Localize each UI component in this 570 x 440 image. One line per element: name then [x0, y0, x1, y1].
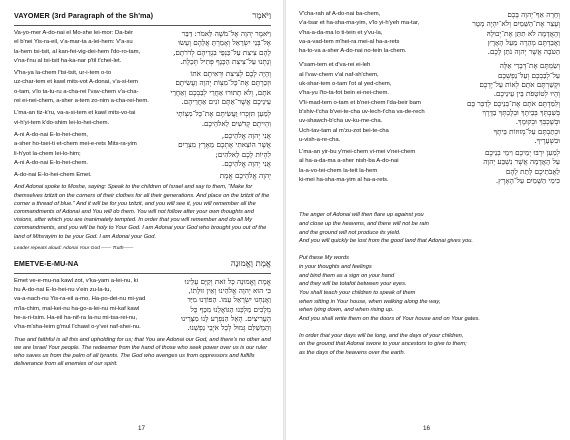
section-title: EMETVE-E-MU-NA [14, 258, 79, 268]
hebrew-line: וִהְיִיתֶם קְדֹשִׁים לֵאלֹהֵיכֶם. [201, 118, 271, 128]
english-line: and close up the heavens, and there will not be rain [299, 221, 429, 228]
english-line: and they will be totafot between your eyes. [299, 281, 407, 288]
hebrew-line: בְּשִׁבְתְּךָ בְּבֵיתֶךָ וּבְלֶכְתְּךָ בַדֶּרֶךְ [482, 107, 560, 117]
translit-line: b'shiv-t'cha b'vei-te-cha uv-lech-t'cha va-de-rech [299, 108, 425, 115]
translit-line: A-ni A-do-nai E-lo-hei-chem, [14, 131, 88, 138]
translit-line: va-a-vad-tem m'hei-ra mei-al ha-a-rets [299, 38, 400, 45]
stanza-gap [299, 324, 560, 332]
hebrew-text [135, 277, 271, 333]
hebrew-line: הֶעָרִיצִים. הָאֵל הַנִּפְרָע לָנוּ מִצָּרֵינוּ [181, 314, 271, 324]
transliteration [299, 10, 422, 56]
hebrew-line: וְהָיוּ לְטוֹטָפֹת בֵּין עֵינֵיכֶם. [493, 89, 560, 99]
stanza [14, 69, 271, 106]
transliteration [299, 61, 425, 145]
english-translation: And Adonai spoke to Moshe, saying: Speak to the children of Israel and say to them, "Make for themselves tzitzit on the corners of their clothes for all their generations. And place on the tzitzit of the corner a thread of blue." And it will be for you tzitzit, and you will see it, you will remember all the commandments of Adonai and You will do them. You will not follow after your own thoughts and visions, after which you are inanimately tempted. In order that you will remember and do all My commandments, and you will be holy to Your God. I am Adonai your God who brought you out of the land of Mitsrayim to be your God. I am Adonai your God. [14, 184, 270, 240]
hebrew-line: מְלָכִים מַלְכֵּנוּ הַגּוֹאֲלֵנוּ מִכַּף כָּל [190, 304, 271, 314]
hebrew-line: וְלִמַּדְתֶּם אֹתָם אֶת־בְּנֵיכֶם לְדַבֵּר בָּם [466, 98, 560, 108]
english-line: when sitting in Your house, when walking along the way, [299, 298, 441, 305]
hebrew-text [135, 29, 271, 66]
hebrew-line: וַיֹּאמֶר יְהוָה אֶל־מֹשֶׁה לֵּאמֹר: דַּבֵּר [181, 29, 271, 38]
hebrew-line: אֱמֶת וֶאֱמוּנָה כָּל זֹאת וְקַיָּם עָלֵינוּ [184, 276, 271, 286]
section-title: VAYOMER (3rd Paragraph of the Sh'ma) [14, 11, 154, 20]
hebrew-line: וּבְשָׁכְבְּךָ וּבְקוּמֶךָ. [515, 117, 560, 127]
hebrew-line: כִּי הוּא יְהוָה אֱלֹהֵינוּ וְאֵין זוּלָתוֹ, [188, 286, 271, 296]
hebrew-line: וּזְכַרְתֶּם אֶת־כָּל־מִצְוֹת יְהוָה וַעֲשִׂיתֶם [175, 78, 271, 88]
hebrew-text [422, 61, 560, 145]
translit-line: rei ei-nei-chem, a-sher a-tem zo-nim a-cha-rei-hem. [14, 98, 149, 105]
english-line: In order that your days will be long, and the days of your children, [299, 332, 464, 339]
hebrew-line: לְמַעַן תִּזְכְּרוּ וַעֲשִׂיתֶם אֶת־כָּל־מִצְוֹתָי [176, 109, 271, 119]
english-line: and bind them as a sign on your hand [299, 272, 395, 279]
vayomer-heading [14, 10, 271, 22]
translit-line: L'ma-an yir-bu y'mei-chem vi-mei v'nei-chem [299, 149, 416, 156]
translit-line: V'cha-rah af A-do-nai ba-chem, [299, 11, 381, 17]
english-line: in your thoughts and feelings [299, 263, 372, 270]
translit-line: A-ni A-do-nai E-lo-hei-chem. [14, 159, 88, 166]
stanza [14, 277, 271, 333]
stanza [14, 171, 271, 180]
hebrew-line: וַאֲבַדְתֶּם מְהֵרָה מֵעַל הָאָרֶץ [487, 37, 560, 47]
hebrew-line: כִּימֵי הַשָּׁמַיִם עַל־הָאָרֶץ. [495, 176, 560, 186]
transliteration [14, 131, 135, 168]
hebrew-line: וַאֲנַחְנוּ יִשְׂרָאֵל עַמּוֹ. הַפּוֹדֵנוּ מִיַּד [187, 295, 271, 305]
translit-line: uk-shar-tem o-tam l'ot al yed-chem, [299, 81, 392, 88]
hebrew-line: לָהֶם צִיצִת עַל־כַּנְפֵי בִגְדֵיהֶם לְדֹרֹתָם, [173, 47, 271, 57]
hebrew-line: עַל הָאֲדָמָה אֲשֶׁר נִשְׁבַּע יְהוָה [483, 157, 560, 167]
translit-line: A-do-nai E-lo-hei-chem Emet. [14, 172, 92, 179]
translit-line: o-tam, v'lo ta-tu-ru a-cha-rei l'vav-chem v'a-cha- [14, 88, 139, 95]
leader-note: Leader repeats aloud: Adonai Your God —— Truth—— [14, 245, 134, 251]
heading-rule [14, 273, 271, 274]
emet-heading [14, 258, 271, 270]
translit-line: al l'vav-chem v'al naf-sh'chem, [299, 71, 379, 78]
transliteration [14, 277, 146, 333]
translit-line: v'na-t'nu al tsi-tsit ha-ka-nar p'til t'chei-let. [14, 57, 122, 64]
hebrew-line: וְהָיָה לָכֶם לְצִיצִת וּרְאִיתֶם אֹתוֹ [190, 69, 271, 79]
hebrew-line: וְהָאֲדָמָה לֹא תִתֵּן אֶת־יְבוּלָהּ [486, 28, 560, 38]
translit-line: ha-to-va a-sher A-do-nai no-tein la-chem. [299, 48, 407, 55]
hebrew-line: אֶל־בְּנֵי יִשְׂרָאֵל וְאָמַרְתָּ אֲלֵהֶם וְעָשׂוּ [178, 38, 271, 48]
hebrew-text [135, 131, 271, 168]
hebrew-line: אֲנִי יְהוָה אֱלֹהֵיכֶם, [221, 130, 271, 140]
transliteration [14, 109, 135, 128]
translit-line: u-vish-a-re-cha. [299, 136, 341, 143]
translit-line: hu A-do-nai E-lo-hei-nu v'ein zu-la-tu, [14, 287, 112, 294]
hebrew-text [135, 109, 271, 128]
hebrew-line: יְהוָה אֱלֹהֵיכֶם אֱמֶת [219, 171, 271, 181]
hebrew-line: הַטֹּבָה אֲשֶׁר יְהוָה נֹתֵן לָכֶם. [487, 47, 560, 57]
translit-line: la-a-vo-tei-chem la-teit la-hem [299, 167, 378, 174]
stanza [14, 131, 271, 168]
translit-line: la-hem tsi-tsit, al kan-fei-vig-dei-hem l'do-ro-tam, [14, 48, 141, 55]
translit-line: v'ha-yu l'to-ta-fot bein ei-nei-chem. [299, 90, 389, 97]
transliteration [14, 69, 149, 106]
english-line: The anger of Adonai will then flare up against you [299, 212, 424, 219]
english-line: And you shall write them on the doors of Your house and on Your gates. [299, 316, 480, 323]
hebrew-line: לְמַעַן יִרְבּוּ יְמֵיכֶם וִימֵי בְנֵיכֶם [485, 148, 560, 158]
hebrew-text [135, 171, 271, 180]
translit-line: m'la-chim, mal-kei-nu ha-go-a-lei-nu mi-kaf kawl [14, 305, 140, 312]
hebrew-text [422, 10, 560, 56]
translit-line: Emet ve-e-mu-na kawl zot, v'ka-yam a-lei-nu, ki [14, 277, 138, 284]
heading-rule [14, 25, 271, 26]
english-line: Put these My words [299, 255, 349, 262]
section-title-hebrew: אֱמֶת וֶאֱמוּנָה [230, 258, 271, 269]
translit-line: V'li-mad-tem o-tam et b'nei-chem l'da-beir bam [299, 99, 421, 106]
translit-line: li-h'yot la-chem lei-lo-him; [14, 150, 81, 157]
stanza [299, 61, 560, 145]
translit-line: va-a-nach-nu Yis-ra-eil a-mo. Ha-po-dei-nu mi-yad [14, 296, 146, 303]
hebrew-line: וּבִשְׁעָרֶיךָ. [534, 135, 560, 145]
hebrew-line: עַל־לְבַבְכֶם וְעַל־נַפְשְׁכֶם [498, 70, 560, 80]
page-number: 16 [423, 425, 431, 432]
hebrew-line: וְשַׂמְתֶּם אֶת־דְּבָרַי אֵלֶּה [499, 61, 560, 71]
english-line: And you will quickly be lost from the good land that Adonai gives you. [299, 238, 473, 245]
transliteration [14, 29, 141, 66]
translit-line: a-sher ho-tsei-ti et-chem mei-e-rets Mits-ra-yim [14, 141, 137, 148]
translit-line: L'ma-an tiz-k'ru, va-a-si-tem et kawl mits-vo-tai [14, 110, 136, 117]
translit-line: v'a-tsar et ha-sha-ma-yim, v'lo yi-h'yeh ma-tar, [299, 20, 420, 27]
translit-line: ki-mei ha-sha-ma-yim al ha-a-rets. [299, 177, 389, 184]
translit-line: he-a-ri-tsim. Ha-eil ha-nif-ra la-nu mi-tsa-rei-nu, [14, 315, 138, 322]
translit-line: el b'nei Yis-ra-eil, v'a-mar-ta a-lei-hem: V'a-su [14, 39, 133, 46]
hebrew-line: עֵינֵיכֶם אֲשֶׁר־אַתֶּם זֹנִים אַחֲרֵיהֶם. [181, 97, 271, 107]
section-title-hebrew: וַיֹּאמֶר [252, 11, 271, 21]
transliteration [299, 148, 422, 185]
english-line: and the ground will not produce its yield. [299, 229, 401, 236]
translit-line: uv-shawch-b'cha uv-ku-me-cha. [299, 118, 383, 125]
translit-line: V'sam-tem et d'va-rei ei-leh [299, 62, 371, 69]
transliteration [14, 171, 135, 180]
left-page [0, 0, 283, 440]
english-line: You shall teach your children to speak of them [299, 289, 416, 296]
hebrew-line: לַאֲבֹתֵיכֶם לָתֵת לָהֶם [505, 166, 560, 176]
right-page [286, 0, 570, 440]
hebrew-line: וּכְתַבְתָּם עַל־מְזוּזוֹת בֵּיתֶךָ [493, 126, 560, 136]
page-number: 17 [138, 425, 146, 432]
stanza [14, 29, 271, 66]
hebrew-line: אֲשֶׁר הוֹצֵאתִי אֶתְכֶם מֵאֶרֶץ מִצְרַיִם [178, 140, 271, 150]
translit-line: Va-yo-mer A-do-nai el Mo-she lei-mor: Da-bér [14, 30, 134, 36]
english-translation [299, 211, 560, 358]
translit-line: V'ha-ya la-chem l'tsi-tsit, ur-i-tem o-to [14, 70, 112, 77]
hebrew-line: וְהַמְשַׁלֵּם גְּמוּל לְכָל אֹיְבֵי נַפְשֵׁנוּ. [187, 323, 271, 333]
english-line: on the ground that Adonai swore to your ancestors to give to them; [299, 341, 467, 348]
hebrew-line: אֲנִי יְהוָה אֱלֹהֵיכֶם. [221, 158, 271, 168]
stanza [14, 109, 271, 128]
hebrew-line: אֹתָם, וְלֹא תָתוּרוּ אַחֲרֵי לְבַבְכֶם וְאַחֲרֵי [170, 87, 271, 97]
translit-line: v'ha-a-da-ma lo ti-tein et y'vu-la, [299, 29, 383, 36]
hebrew-text [135, 69, 271, 106]
hebrew-line: לִהְיוֹת לָכֶם לֵאלֹהִים; [215, 149, 271, 159]
translit-line: vi-h'yi-tem k'do-shim lei-lo-hei-chem. [14, 119, 110, 126]
hebrew-line: וְנָתְנוּ עַל־צִיצִת הַכָּנָף פְּתִיל תְּכֵלֶת. [180, 56, 271, 66]
english-line: when lying down, and when rising up. [299, 307, 394, 314]
translit-line: uz-char-tem et kawl mits-vot A-donai, v'a-si-tem [14, 79, 138, 86]
stanza [299, 148, 560, 185]
stanza [299, 10, 560, 56]
hebrew-line: וְעָצַר אֶת־הַשָּׁמַיִם וְלֹא־יִהְיֶה מָטָר [472, 19, 560, 29]
translit-line: Uch-tav-tam al m'zu-zot bei-te-cha [299, 127, 389, 134]
stanza-gap [299, 246, 560, 254]
hebrew-line: וְחָרָה אַף־יְהוָה בָּכֶם [507, 10, 560, 19]
translit-line: v'ha-m'sha-leim g'mul l'chawl o-y'vei naf-shei-nu. [14, 324, 141, 331]
english-translation: True and faithful is all this and upholding for us; that You are Adonai our God, and there's no other and we are Israel Your people. The redeemer from the hand of those who seek power over us is our ruler who saves us from the palm of all tyrants. The God who avenges us from oppressors and fulfills deliverance from all enemies of our spirit. [14, 336, 271, 368]
translit-line: al ha-a-da-ma a-sher nish-ba A-do-nai [299, 158, 399, 165]
english-line: as the days of the heavens over the earth. [299, 350, 406, 357]
hebrew-text [422, 148, 560, 185]
hebrew-line: וּקְשַׁרְתֶּם אֹתָם לְאוֹת עַל־יֶדְכֶם [479, 80, 560, 90]
